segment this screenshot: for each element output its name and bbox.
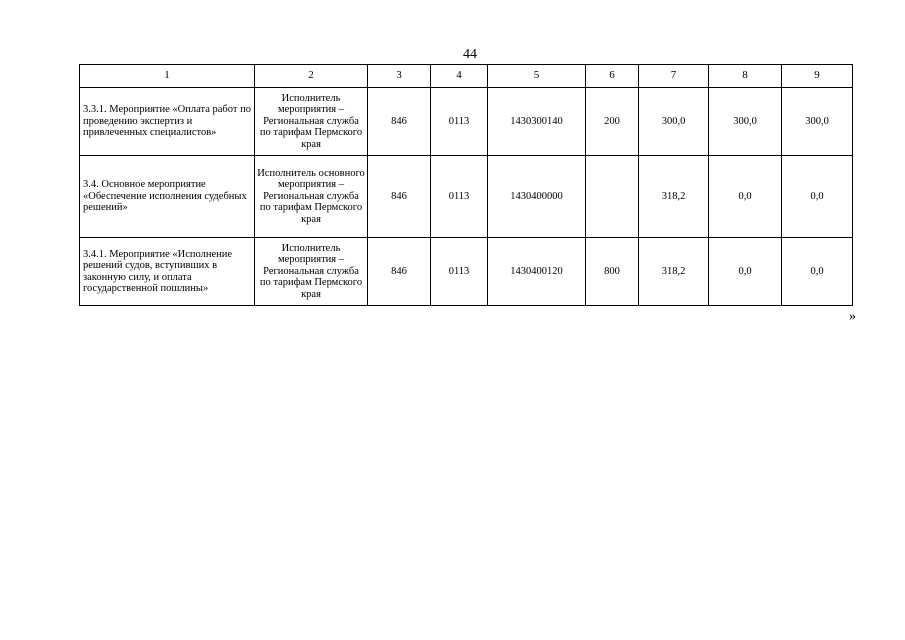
table-cell: 318,2 xyxy=(639,238,709,306)
header-cell: 6 xyxy=(586,65,639,88)
table-cell: 846 xyxy=(368,88,431,156)
table-cell: 0,0 xyxy=(782,156,853,238)
table-cell: 1430400000 xyxy=(488,156,586,238)
header-cell: 3 xyxy=(368,65,431,88)
table-row xyxy=(80,156,853,238)
header-cell: 4 xyxy=(431,65,488,88)
activity-name-cell: 3.4. Основное мероприятие «Обеспечение исполнения судебных решений» xyxy=(80,156,255,238)
header-cell: 7 xyxy=(639,65,709,88)
header-cell: 1 xyxy=(80,65,255,88)
header-cell: 2 xyxy=(255,65,368,88)
table-cell: 846 xyxy=(368,238,431,306)
header-cell: 9 xyxy=(782,65,853,88)
table-cell: 0113 xyxy=(431,156,488,238)
table-cell: 800 xyxy=(586,238,639,306)
page-number: 44 xyxy=(463,47,477,62)
table-cell: 0113 xyxy=(431,238,488,306)
activity-name-cell: 3.4.1. Мероприятие «Исполнение решений судов, вступивших в законную силу, и оплата государственной пошлины» xyxy=(80,238,255,306)
table-cell: 1430300140 xyxy=(488,88,586,156)
table-cell: 300,0 xyxy=(782,88,853,156)
table-cell: 200 xyxy=(586,88,639,156)
table-cell: 846 xyxy=(368,156,431,238)
executor-cell: Исполнитель мероприятия – Региональная служба по тарифам Пермского края xyxy=(255,238,368,306)
table-cell: 0,0 xyxy=(709,156,782,238)
table-cell: 1430400120 xyxy=(488,238,586,306)
table-cell: 300,0 xyxy=(639,88,709,156)
activity-name-cell: 3.3.1. Мероприятие «Оплата работ по проведению экспертиз и привлеченных специалистов» xyxy=(80,88,255,156)
header-cell: 8 xyxy=(709,65,782,88)
table-cell: 0,0 xyxy=(782,238,853,306)
budget-table xyxy=(79,64,853,306)
closing-quote-mark: » xyxy=(849,309,856,324)
table-cell: 0,0 xyxy=(709,238,782,306)
header-cell: 5 xyxy=(488,65,586,88)
table-header-row xyxy=(80,65,853,88)
executor-cell: Исполнитель мероприятия – Региональная служба по тарифам Пермского края xyxy=(255,88,368,156)
table-row xyxy=(80,238,853,306)
table-cell xyxy=(586,156,639,238)
table-cell: 0113 xyxy=(431,88,488,156)
executor-cell: Исполнитель основного мероприятия – Региональная служба по тарифам Пермского края xyxy=(255,156,368,238)
table-row xyxy=(80,88,853,156)
table-cell: 318,2 xyxy=(639,156,709,238)
table-cell: 300,0 xyxy=(709,88,782,156)
